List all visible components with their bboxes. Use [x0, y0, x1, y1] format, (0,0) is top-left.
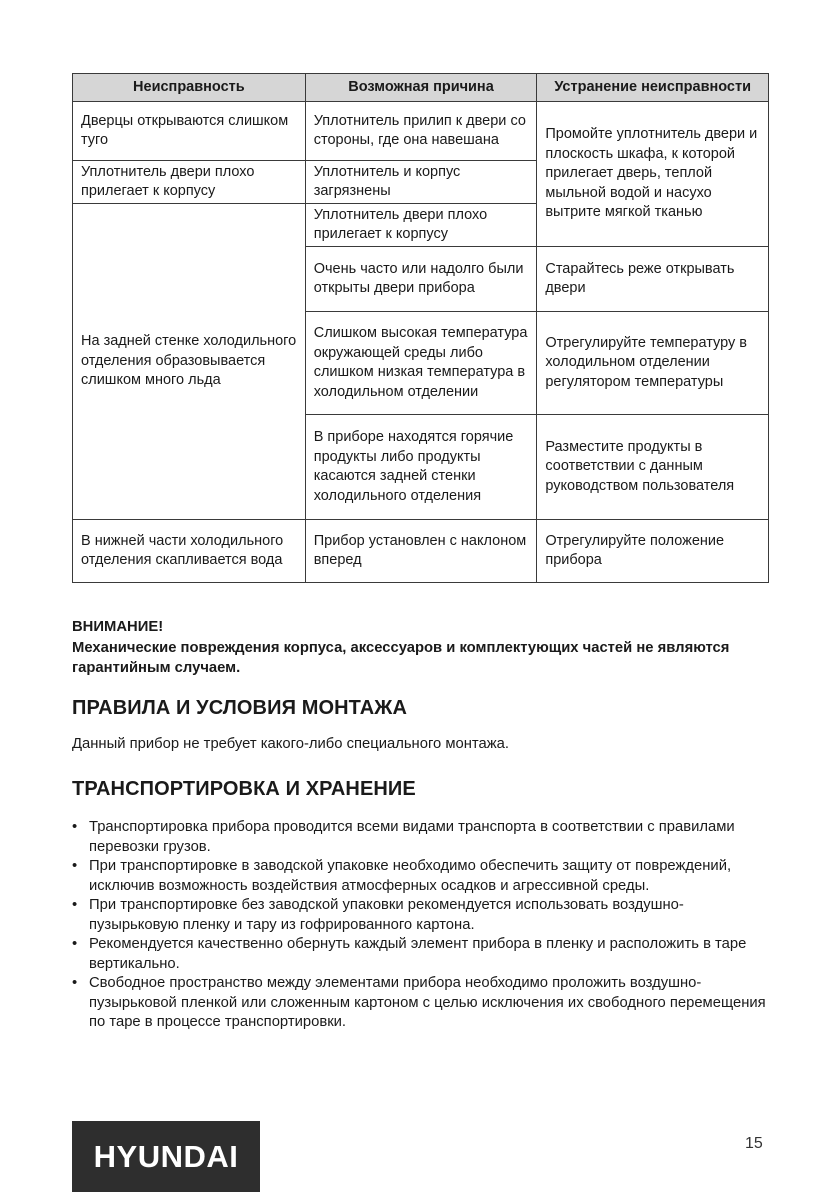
transport-list: [72, 818, 772, 1033]
brand-logo-text: HYUNDAI: [93, 1138, 239, 1174]
mounting-text: Данный прибор не требует какого-либо специального монтажа.: [72, 736, 510, 752]
bullet-icon: •: [72, 936, 78, 952]
cause-cell: Очень часто или надолго были открыты двери прибора: [305, 247, 537, 312]
problem-cell: Дверцы открываются слишком туго: [73, 102, 306, 161]
table-header-row: [73, 74, 769, 102]
list-item: [72, 896, 772, 935]
table-row: [73, 102, 769, 161]
warning-text: Механические повреждения корпуса, аксессуаров и комплектующих частей не являются гарантийным случаем.: [72, 639, 730, 676]
fix-cell: Старайтесь реже открывать двери: [537, 247, 769, 312]
bullet-icon: •: [72, 975, 78, 991]
cause-cell: Уплотнитель двери плохо прилегает к корпусу: [305, 204, 537, 247]
list-item-text: При транспортировке в заводской упаковке необходимо обеспечить защиту от повреждений, исключив возможность воздействия атмосферных осадков и агрессивной среды.: [89, 858, 732, 894]
bullet-icon: •: [72, 819, 78, 835]
fix-cell: Разместите продукты в соответствии с данным руководством пользователя: [537, 415, 769, 520]
cause-cell: Уплотнитель прилип к двери со стороны, где она навешана: [305, 102, 537, 161]
brand-logo: [72, 1121, 260, 1192]
problem-cell: На задней стенке холодильного отделения образовывается слишком много льда: [73, 204, 306, 520]
fix-cell: Промойте уплотнитель двери и плоскость шкафа, к которой прилегает дверь, теплой мыльной водой и насухо вытрите мягкой тканью: [537, 102, 769, 247]
warning-block: [72, 617, 772, 679]
bullet-icon: •: [72, 858, 78, 874]
list-item: [72, 857, 772, 896]
list-item-text: Свободное пространство между элементами прибора необходимо проложить воздушно-пузырьковой пленкой или сложенным картоном с целью исключения их свободного перемещения по таре в процессе транспортировки.: [89, 975, 766, 1030]
list-item: [72, 935, 772, 974]
list-item: [72, 818, 772, 857]
list-item-text: При транспортировке без заводской упаковки рекомендуется использовать воздушно-пузырьковую пленку и тару из гофрированного картона.: [89, 897, 684, 933]
cause-cell: В приборе находятся горячие продукты либо продукты касаются задней стенки холодильного отделения: [305, 415, 537, 520]
troubleshooting-table: [72, 73, 769, 583]
page-number: 15: [745, 1135, 763, 1152]
fix-cell: Отрегулируйте положение прибора: [537, 520, 769, 583]
cause-cell: Прибор установлен с наклоном вперед: [305, 520, 537, 583]
cause-cell: Уплотнитель и корпус загрязнены: [305, 161, 537, 204]
list-item-text: Рекомендуется качественно обернуть каждый элемент прибора в пленку и расположить в таре вертикально.: [89, 936, 747, 972]
fix-cell: Отрегулируйте температуру в холодильном отделении регулятором температуры: [537, 312, 769, 415]
list-item: [72, 974, 772, 1033]
problem-cell: Уплотнитель двери плохо прилегает к корпусу: [73, 161, 306, 204]
table-row: [73, 520, 769, 583]
header-problem: Неисправность: [73, 74, 306, 102]
transport-heading: ТРАНСПОРТИРОВКА И ХРАНЕНИЕ: [72, 778, 416, 800]
header-fix: Устранение неисправности: [537, 74, 769, 102]
warning-title: ВНИМАНИЕ!: [72, 619, 164, 635]
list-item-text: Транспортировка прибора проводится всеми видами транспорта в соответствии с правилами перевозки грузов.: [89, 819, 735, 855]
mounting-heading: ПРАВИЛА И УСЛОВИЯ МОНТАЖА: [72, 697, 407, 719]
header-cause: Возможная причина: [305, 74, 537, 102]
bullet-icon: •: [72, 897, 78, 913]
cause-cell: Слишком высокая температура окружающей среды либо слишком низкая температура в холодильном отделении: [305, 312, 537, 415]
problem-cell: В нижней части холодильного отделения скапливается вода: [73, 520, 306, 583]
